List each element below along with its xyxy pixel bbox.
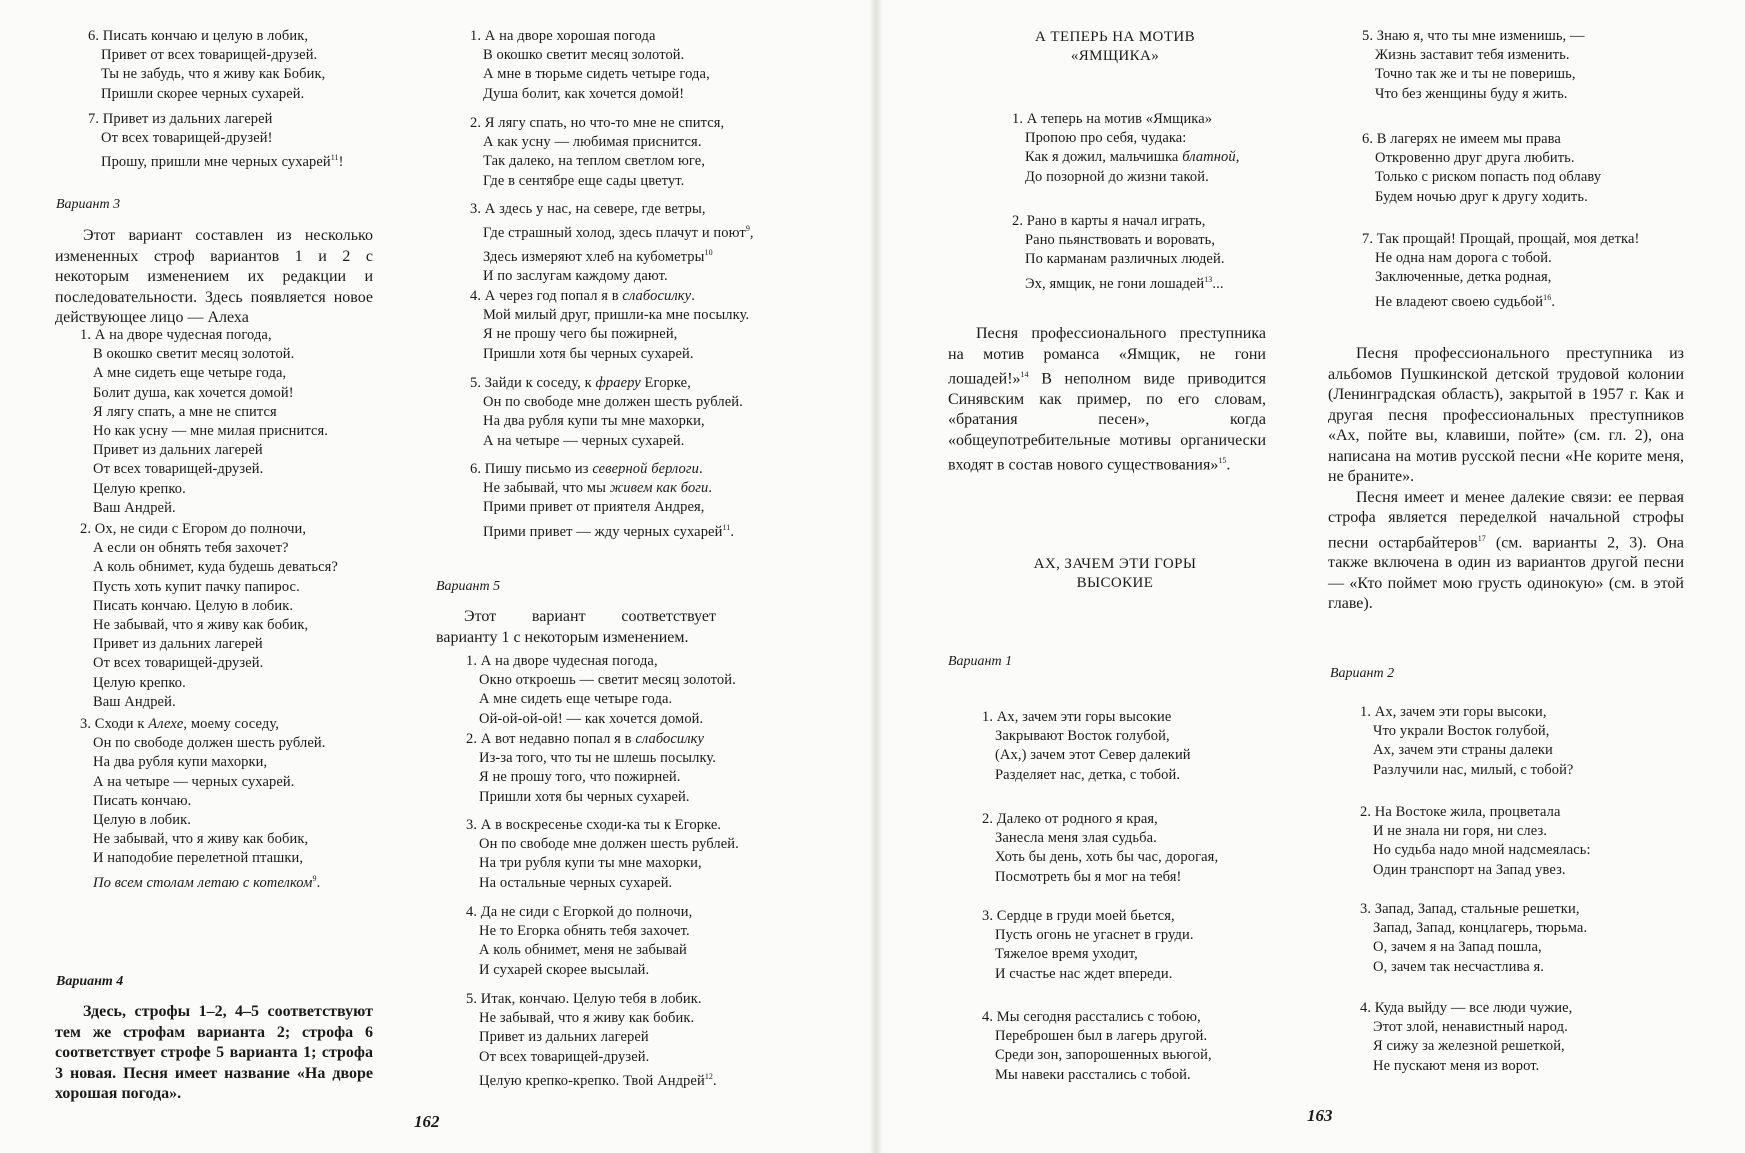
stanza-6-cont [88,27,325,104]
verse-line: 6. В лагерях не имеем мы права [1362,131,1561,147]
yamshchik-commentary [948,324,1266,476]
verse-line: Не одна нам дорога с тобой. [1375,250,1552,267]
verse-line: Пусть хоть купит пачку папирос. [93,578,300,595]
verse-line: Не забывай, что я живу как бобик, [93,831,309,848]
footnote-ref: 11 [722,522,731,532]
verse-line: А на четыре — черных сухарей. [93,773,295,790]
verse-line: 7. Привет из дальних лагерей [88,111,273,127]
verse-line: Привет от всех товарищей-друзей. [101,47,318,64]
verse-line: А мне в тюрьме сидеть четыре года, [483,66,710,83]
footnote-ref: 17 [1477,533,1486,543]
verse-line: Привет из дальних лагерей [93,636,263,653]
verse-line: Он по свободе должен шесть рублей. [93,735,326,752]
verse-line: От всех товарищей-друзей! [101,130,273,147]
col2-stanza-4 [470,287,749,364]
verse-line: А мне сидеть еще четыре года, [93,365,287,382]
gory-v2-stanza-2 [1360,803,1591,880]
col2-stanza-2 [470,114,724,191]
verse-line: Тяжелое время уходит, [995,946,1138,963]
title-line: «ЯМЩИКА» [1070,48,1160,64]
verse-line: Что украли Восток голубой, [1373,723,1550,740]
verse-line: (Ах,) зачем этот Север далекий [995,747,1191,764]
verse-line: Но как усну — мне милая приснится. [93,423,328,440]
v3-stanza-1 [80,326,328,518]
verse-line: Я лягу спать, а мне не спится [93,403,277,420]
verse-line: И сухарей скорее высылай. [479,961,650,978]
verse-line: 4. Да не сиди с Егоркой до полночи, [466,904,693,920]
verse-line: От всех товарищей-друзей. [93,655,264,672]
verse-line: От всех товарищей-друзей. [479,1048,650,1065]
verse-line: 2. Я лягу спать, но что-то мне не спится, [470,115,725,131]
col2-stanza-1 [470,27,710,104]
verse-line: Жизнь заставит тебя изменить. [1375,47,1570,64]
gory-v1-stanza-3 [982,907,1194,984]
verse-line: Привет из дальних лагерей [93,442,263,459]
verse-line: Ваш Андрей. [93,693,176,710]
v5-stanza-5 [466,990,717,1091]
verse-line: В окошко светит месяц золотой. [93,346,295,363]
gory-v2-stanza-1 [1360,703,1573,780]
page-number-right: 163 [1307,1106,1333,1125]
verse-line: 3. Сердце в груди моей бьется, [982,908,1175,924]
verse-line: Целую крепко-крепко. Твой Андрей$^{12}$. [479,1071,717,1089]
footnote-ref: 9 [745,224,750,234]
verse-line: Прими привет от приятеля Андрея, [483,499,705,516]
verse-line: Среди зон, запорошенных вьюгой, [995,1047,1212,1064]
verse-line: Где страшный холод, здесь плачут и поют$^9$, [483,224,754,242]
title-line: А ТЕПЕРЬ НА МОТИВ [1035,29,1195,45]
verse-line: Откровенно друг друга любить. [1375,150,1575,167]
verse-line: Так далеко, на теплом светлом юге, [483,153,706,170]
verse-line: 2. Далеко от родного я края, [982,811,1158,827]
verse-line: 2. А вот недавно попал я в слабосилку [466,731,705,747]
verse-line: А мне сидеть еще четыре года. [479,691,673,708]
verse-line: 1. А на дворе чудесная погода, [80,327,272,343]
verse-line: 3. Запад, Запад, стальные решетки, [1360,901,1580,917]
verse-line: 3. А в воскресенье сходи-ка ты к Егорке. [466,817,722,833]
footnote-ref: 15 [1218,456,1227,466]
title-line: ВЫСОКИЕ [1076,575,1154,591]
verse-line: Привет из дальних лагерей [479,1029,649,1046]
verse-line: Писать кончаю. [93,792,192,809]
verse-line: Заключенные, детка родная, [1375,269,1552,286]
col2-stanza-6 [470,460,734,542]
verse-line: А если он обнять тебя захочет? [93,540,289,557]
verse-line: 1. А теперь на мотив «Ямщика» [1012,111,1213,127]
verse-line: На два рубля купи ты мне махорки, [483,413,705,430]
verse-line: 1. А на дворе чудесная погода, [466,653,658,669]
verse-line: Мы навеки расстались с тобой. [995,1066,1191,1083]
footnote-ref: 12 [704,1071,714,1081]
variant-3-description [55,226,373,329]
verse-line: 2. На Востоке жила, процветала [1360,804,1561,820]
verse-line: Посмотреть бы я мог на тебя! [995,868,1182,885]
verse-line: 6. Пишу письмо из северной берлоги. [470,461,703,477]
section-title-yamshchik [1010,28,1220,66]
verse-line: На остальные черных сухарей. [479,874,673,891]
verse-line: Один транспорт на Запад увез. [1373,861,1566,878]
verse-line: 1. Ах, зачем эти горы высоки, [1360,704,1547,720]
verse-line: Целую крепко. [93,480,186,497]
footnote-ref: 13 [1204,274,1213,284]
verse-line: И счастье нас ждет впереди. [995,965,1173,982]
verse-line: Я не прошу того, что пожирней. [479,769,681,786]
verse-line: Душа болит, как хочется домой! [483,85,685,102]
gory-commentary [1328,344,1684,615]
variant-4-heading: Вариант 4 [56,974,124,989]
paragraph: Песня профессионального преступника на мотив романса «Ямщик, не гони лошадей!»$^{14}$ В неполном виде приводится Синявским как пример, по его словам, «братания песен», когда «общеупотребительные мотивы органически входят в состав нового существования»$^{15}$. [948,325,1266,474]
verse-line: О, зачем так несчастлива я. [1373,958,1545,975]
variant-5-heading: Вариант 5 [436,579,501,594]
paragraph: Этот вариант соответствует варианту 1 с некоторым изменением. [436,608,716,646]
verse-line: Ах, зачем эти страны далеки [1373,742,1553,759]
verse-line: Занесла меня злая судьба. [995,830,1157,847]
footnote-ref: 11 [330,153,339,163]
variant-2-heading: Вариант 2 [1330,666,1395,681]
verse-line: Закрывают Восток голубой, [995,728,1170,745]
verse-line: Переброшен был в лагерь другой. [995,1028,1208,1045]
gory-v1-stanza-4 [982,1008,1212,1085]
variant-5-description [436,607,716,648]
variant-1-heading: Вариант 1 [948,654,1013,669]
verse-line: Этот злой, ненавистный народ. [1373,1019,1568,1036]
verse-line: Болит душа, как хочется домой! [93,384,294,401]
verse-line: Он по свободе мне должен шесть рублей. [479,836,739,853]
verse-line: 1. Ах, зачем эти горы высокие [982,709,1172,725]
verse-line: Будем ночью друг к другу ходить. [1375,188,1588,205]
verse-line: Хоть бы день, хоть бы час, дорогая, [995,849,1219,866]
paragraph: Здесь, строфы 1–2, 4–5 соответствуют тем же строфам варианта 2; строфа 6 соответствует строфе 5 варианта 1; строфа 3 новая. Песня имеет название «На дворе хорошая погода». [55,1003,373,1102]
verse-line: В окошко светит месяц золотой. [483,47,685,64]
verse-line: На три рубля купи ты мне махорки, [479,855,702,872]
verse-line: Ты не забудь, что я живу как Бобик, [101,66,326,83]
verse-line: Ваш Андрей. [93,499,176,516]
verse-line: От всех товарищей-друзей. [93,461,264,478]
verse-line: А на четыре — черных сухарей. [483,432,685,449]
verse-line: Писать кончаю. Целую в лобик. [93,597,294,614]
col2-stanza-5 [470,374,743,451]
book-spine [869,0,883,1153]
verse-line: Разделяет нас, детка, с тобой. [995,766,1181,783]
verse-line: Не пускают меня из ворот. [1373,1057,1540,1074]
verse-line: Не владеют своею судьбой$^{16}$. [1375,292,1556,310]
verse-line: Пришли скорее черных сухарей. [101,85,305,102]
verse-line: Окно откроешь — светит месяц золотой. [479,672,736,689]
yamshchik-stanza-1 [1012,110,1239,187]
page-number-left: 162 [414,1112,440,1131]
v5-stanza-2 [466,730,716,807]
gory-v1-stanza-1 [982,708,1191,785]
section-title-gory [1005,555,1225,593]
verse-line: 3. А здесь у нас, на севере, где ветры, [470,201,706,217]
verse-line: О, зачем я на Запад пошла, [1373,939,1542,956]
verse-line: Не то Егорка обнять тебя захочет. [479,923,690,940]
verse-line: Мой милый друг, пришли-ка мне посылку. [483,307,750,324]
v3-stanza-3 [80,715,325,893]
verse-line: Не забывай, что я живу как бобик, [93,617,309,634]
verse-line: 2. Ох, не сиди с Егором до полночи, [80,521,307,537]
gory-stanza-7 [1362,230,1639,312]
verse-line: Только с риском попасть под облаву [1375,169,1602,186]
v5-stanza-3 [466,816,739,893]
verse-line: По всем столам летаю с котелком$^9$. [93,873,321,891]
col2-stanza-3 [470,200,754,286]
verse-line: Прими привет — жду черных сухарей$^{11}$. [483,522,735,540]
verse-line: По карманам различных людей. [1025,251,1225,268]
verse-line: Где в сентябре еще сады цветут. [483,172,685,189]
verse-line: 5. Итак, кончаю. Целую тебя в лобик. [466,991,702,1007]
verse-line: 2. Рано в карты я начал играть, [1012,213,1206,229]
verse-line: Эх, ямщик, не гони лошадей$^{13}$... [1025,274,1224,292]
verse-line: 4. Куда выйду — все люди чужие, [1360,1000,1573,1016]
gory-v2-stanza-3 [1360,900,1587,977]
verse-line: 4. Мы сегодня расстались с тобою, [982,1009,1201,1025]
verse-line: Прошу, пришли мне черных сухарей$^{11}$! [101,153,344,171]
verse-line: Не забывай, что я живу как бобик. [479,1010,695,1027]
verse-line: И не знала ни горя, ни слез. [1373,823,1547,840]
verse-line: 1. А на дворе хорошая погода [470,28,656,44]
footnote-ref: 9 [312,873,317,883]
verse-line: Не забывай, что мы живем как боги. [483,480,713,497]
gory-stanza-6 [1362,130,1601,207]
verse-line: Рано пьянствовать и воровать, [1025,232,1216,249]
title-line: АХ, ЗАЧЕМ ЭТИ ГОРЫ [1033,556,1197,572]
verse-line: И по заслугам каждому дают. [483,268,668,285]
variant-3-heading: Вариант 3 [56,197,121,212]
verse-line: Разлучили нас, милый, с тобой? [1373,761,1574,778]
gory-stanza-5 [1362,27,1585,104]
v5-stanza-4 [466,903,692,980]
verse-line: Ой-ой-ой-ой! — как хочется домой. [479,710,704,727]
verse-line: Запад, Запад, концлагерь, тюрьма. [1373,920,1588,937]
verse-line: Целую в лобик. [93,812,192,829]
verse-line: Из-за того, что ты не шлешь посылку. [479,750,717,767]
footnote-ref: 14 [1020,370,1029,379]
footnote-ref: 10 [704,248,713,258]
verse-line: 6. Писать кончаю и целую в лобик, [88,28,309,44]
verse-line: Целую крепко. [93,674,186,691]
verse-line: Пусть огонь не угаснет в груди. [995,927,1194,944]
verse-line: Он по свободе мне должен шесть рублей. [483,394,743,411]
gory-v2-stanza-4 [1360,999,1572,1076]
verse-line: Точно так же и ты не поверишь, [1375,66,1576,83]
footnote-ref: 16 [1543,292,1552,302]
verse-line: Здесь измеряют хлеб на кубометры$^{10}$ [483,248,713,266]
verse-line: 7. Так прощай! Прощай, прощай, моя детка! [1362,231,1640,247]
verse-line: Пришли хотя бы черных сухарей. [479,788,690,805]
verse-line: На два рубля купи махорки, [93,754,268,771]
gory-v1-stanza-2 [982,810,1218,887]
verse-line: А коль обнимет, куда будешь деваться? [93,559,338,576]
verse-line: Пропою про себя, чудака: [1025,130,1187,147]
paragraph: Песня профессионального преступника из альбомов Пушкинской детской трудовой колонии (Ленинградская область), закрытой в 1957 г. Как и другая песня профессиональных преступников «Ах, пойте вы, клавиши, пойте» (см. гл. 2), она написана на мотив русской песни «Не корите меня, не браните». [1328,345,1684,485]
verse-line: До позорной до жизни такой. [1025,168,1209,185]
verse-line: Как я дожил, мальчишка блатной, [1025,149,1240,166]
verse-line: И наподобие перелетной пташки, [93,850,304,867]
verse-line: Я не прошу чего бы пожирней, [483,326,678,343]
variant-4-description [55,1002,373,1105]
verse-line: Что без женщины буду я жить. [1375,85,1568,102]
verse-line: 4. А через год попал я в слабосилку. [470,288,695,304]
paragraph: Этот вариант составлен из несколько измененных строф вариантов 1 и 2 с некоторым изменением их редакции и последовательности. Здесь появляется новое действующее лицо — Алеха [55,227,373,326]
verse-line: 5. Зайди к соседу, к фраеру Егорке, [470,375,691,391]
verse-line: 5. Знаю я, что ты мне изменишь, — [1362,28,1585,44]
v3-stanza-2 [80,520,338,712]
paragraph: Песня имеет и менее далекие связи: ее первая строфа является переделкой начальной строфы песни остарбайтеров$^{17}$ (см. варианты 2, 3). Она также включена в один из вариантов другой песни — «Кто поймет мою грусть одинокую» (см. в этой главе). [1328,488,1685,613]
yamshchik-stanza-2 [1012,212,1225,294]
v5-stanza-1 [466,652,736,729]
verse-line: Я сижу за железной решеткой, [1373,1038,1565,1055]
verse-line: Но судьба надо мной надсмеялась: [1373,842,1591,859]
verse-line: Пришли хотя бы черных сухарей. [483,345,694,362]
verse-line: А как усну — любимая приснится. [483,134,702,151]
verse-line: 3. Сходи к Алехе, моему соседу, [80,716,279,732]
verse-line: А коль обнимет, меня не забывай [479,942,687,959]
stanza-7-cont [88,110,344,172]
